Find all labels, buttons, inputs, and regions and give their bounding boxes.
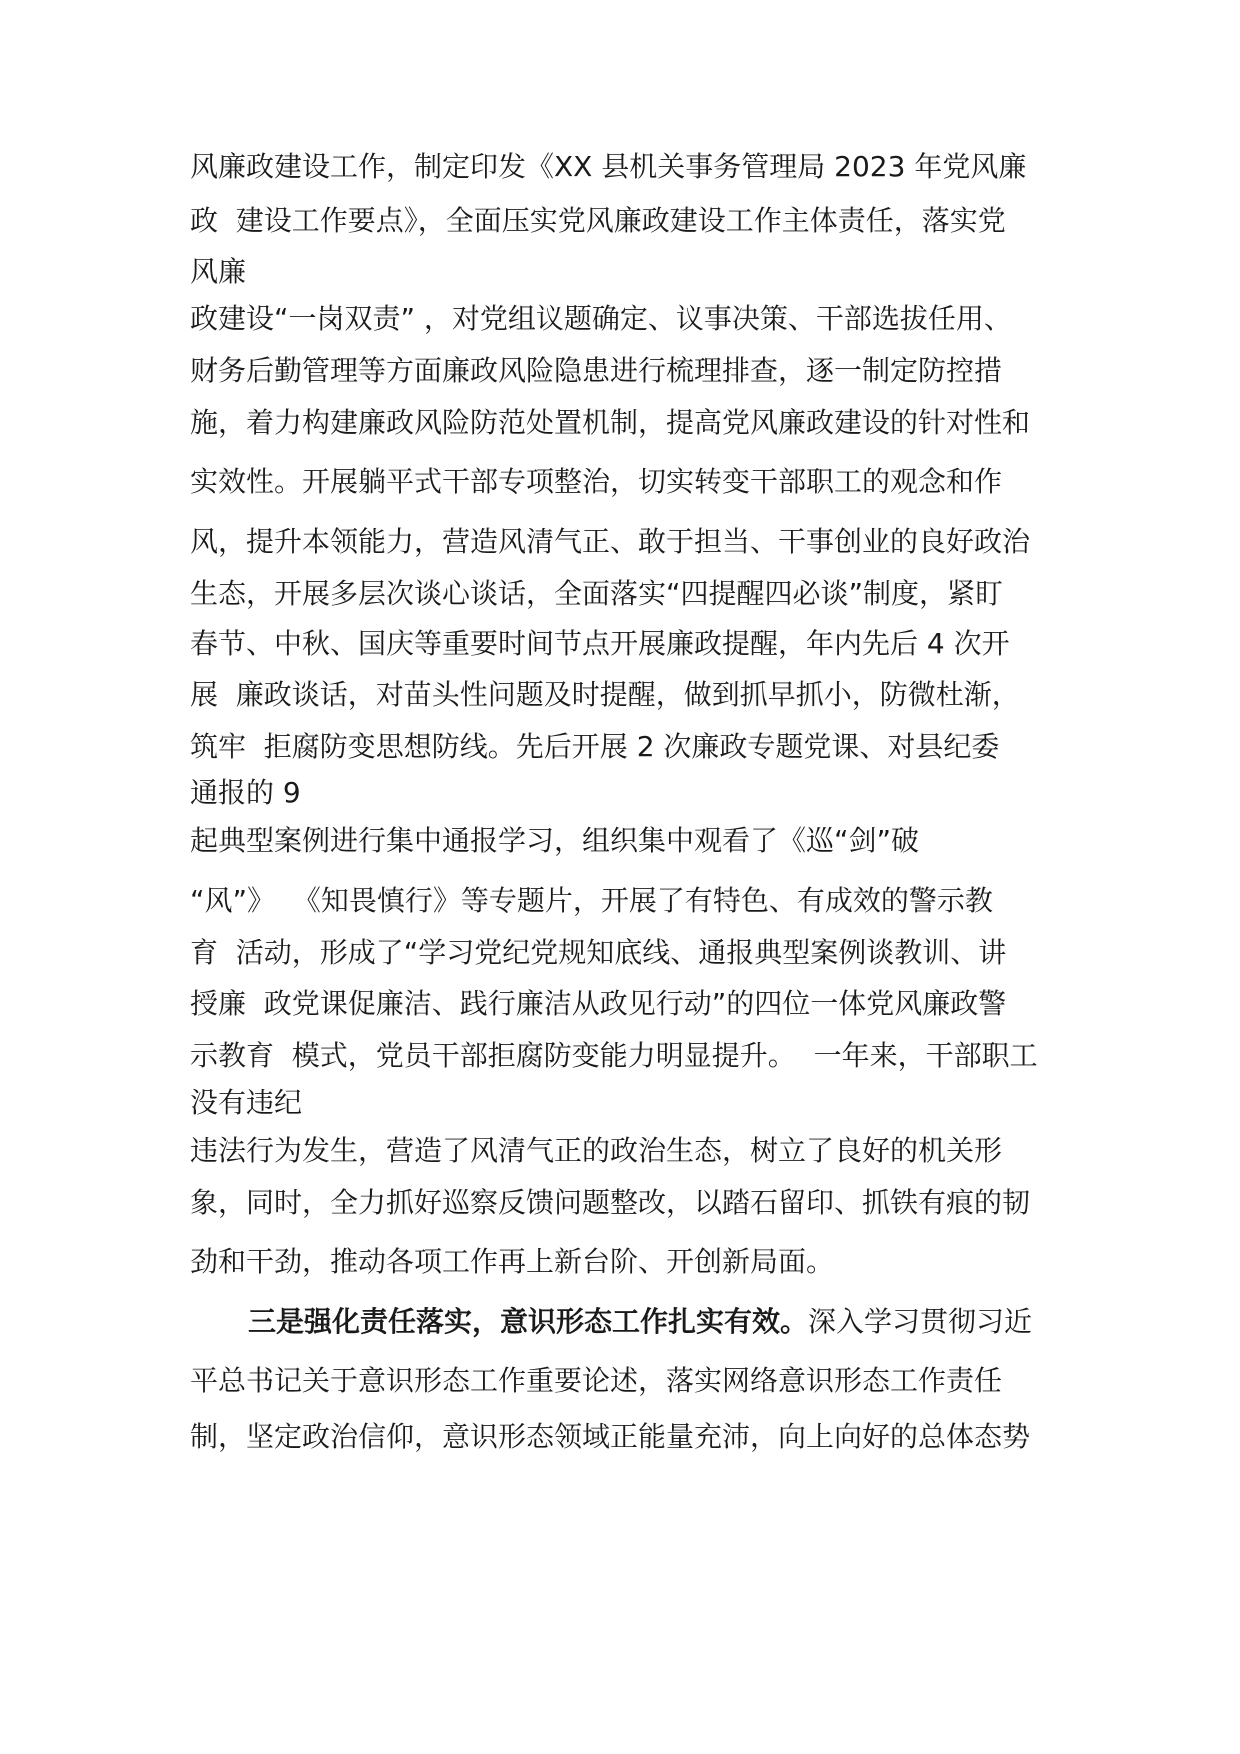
- text-line: 春节、中秋、国庆等重要时间节点开展廉政提醒，年内先后 4 次开: [190, 627, 1010, 660]
- text-line: 通报的 9: [190, 776, 301, 809]
- text-line: 政 建设工作要点》，全面压实党风廉政建设工作主体责任，落实党: [190, 204, 1006, 237]
- paragraph-heading-line: [248, 1305, 1032, 1339]
- text-line: 起典型案例进行集中通报学习，组织集中观看了《巡“剑”破: [190, 824, 920, 857]
- text-line: 制，坚定政治信仰，意识形态领域正能量充沛，向上向好的总体态势: [190, 1420, 1031, 1453]
- text-line: 示教育 模式，党员干部拒腐防变能力明显提升。 一年来，干部职工: [190, 1039, 1038, 1072]
- text-line: 违法行为发生，营造了风清气正的政治生态，树立了良好的机关形: [190, 1134, 1003, 1167]
- text-line: 筑牢 拒腐防变思想防线。先后开展 2 次廉政专题党课、对县纪委: [190, 730, 1000, 763]
- text-line: 象，同时，全力抓好巡察反馈问题整改，以踏石留印、抓铁有痕的韧: [190, 1186, 1031, 1219]
- text-line: 风廉政建设工作，制定印发《XX 县机关事务管理局 2023 年党风廉: [190, 150, 1027, 183]
- text-line: 没有违纪: [190, 1086, 303, 1119]
- paragraph-heading: 三是强化责任落实，意识形态工作扎实有效。: [248, 1305, 809, 1338]
- text-line: “风”》 《知畏慎行》等专题片，开展了有特色、有成效的警示教: [190, 884, 993, 917]
- text-line: 风，提升本领能力，营造风清气正、敢于担当、干事创业的良好政治: [190, 525, 1031, 558]
- text-line: 授廉 政党课促廉洁、践行廉洁从政见行动”的四位一体党风廉政警: [190, 987, 1007, 1020]
- text-line: 育 活动，形成了“学习党纪党规知底线、通报典型案例谈教训、讲: [190, 936, 1007, 969]
- text-line: 展 廉政谈话，对苗头性问题及时提醒，做到抓早抓小，防微杜渐，: [190, 678, 1020, 711]
- paragraph-text: 深入学习贯彻习近: [808, 1305, 1033, 1338]
- text-line: 施，着力构建廉政风险防范处置机制，提高党风廉政建设的针对性和: [190, 406, 1031, 439]
- text-line: 政建设“一岗双责” ，对党组议题确定、议事决策、干部选拔任用、: [190, 302, 1012, 335]
- text-line: 风廉: [190, 255, 247, 288]
- text-line: 生态，开展多层次谈心谈话，全面落实“四提醒四必谈”制度，紧盯: [190, 577, 1004, 610]
- text-line: 劲和干劲，推动各项工作再上新台阶、开创新局面。: [190, 1245, 835, 1278]
- text-line: 实效性。开展躺平式干部专项整治，切实转变干部职工的观念和作: [190, 465, 1003, 498]
- text-line: 平总书记关于意识形态工作重要论述，落实网络意识形态工作责任: [190, 1364, 1003, 1397]
- text-line: 财务后勤管理等方面廉政风险隐患进行梳理排查，逐一制定防控措: [190, 354, 1003, 387]
